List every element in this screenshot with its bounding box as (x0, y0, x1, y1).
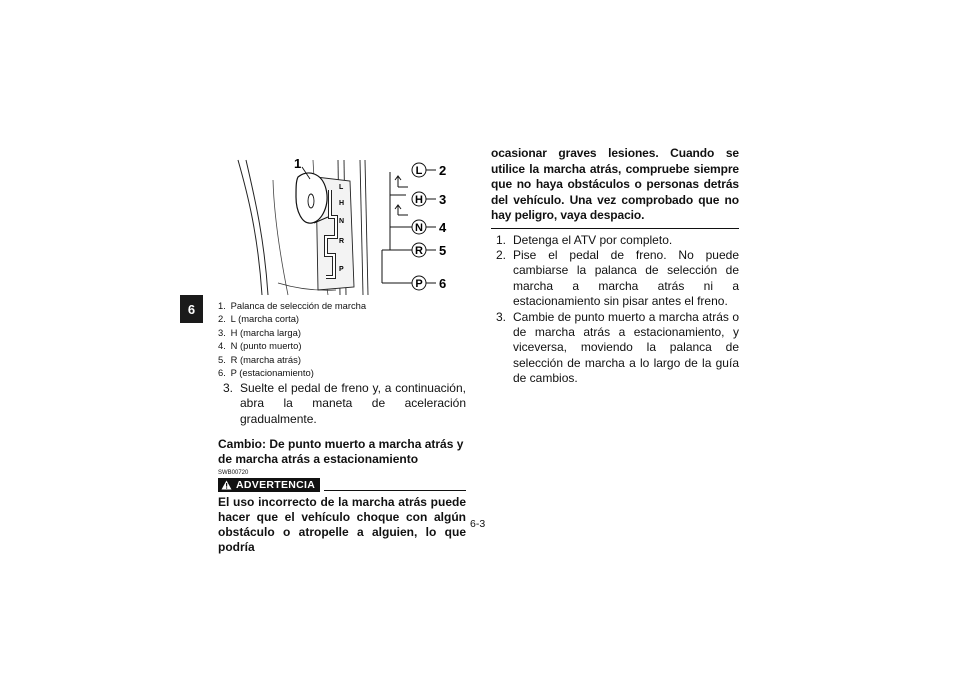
diagram-number-4: 4 (439, 220, 447, 235)
warning-code: SWB00720 (218, 469, 249, 476)
lever-letter-r: R (339, 238, 345, 245)
warning-text-right: ocasionar graves lesiones. Cuando se utilice la marcha atrás, compruebe siempre que no haya obstáculos o personas detrás del vehículo. Una vez comprobado que no hay peligro, vaya despacio. (491, 146, 739, 229)
figure-legend (218, 299, 468, 379)
warning-badge: ADVERTENCIA (218, 478, 320, 492)
section-heading: Cambio: De punto muerto a marcha atrás y de marcha atrás a estacionamiento (218, 437, 464, 467)
diagram-number-6: 6 (439, 276, 447, 291)
legend-item: 1. Palanca de selección de marcha (218, 300, 367, 311)
warning-text-left: El uso incorrecto de la marcha atrás puede hacer que el vehículo choque con algún obstáculo o atropelle a alguien, lo que podría (218, 494, 466, 555)
lever-letter-h: H (339, 200, 345, 207)
diagram-letter-n: N (415, 222, 423, 234)
right-steps (491, 233, 739, 387)
diagram-number-3: 3 (439, 192, 447, 207)
warning-triangle-icon (221, 480, 232, 490)
lever-letter-p: P (339, 266, 344, 273)
step-3: 3. Suelte el pedal de freno y, a continuación, abra la maneta de aceleración gradualmente. (223, 381, 466, 426)
step-1: 1. Detenga el ATV por completo. (496, 232, 673, 247)
diagram-number-2: 2 (439, 163, 447, 178)
section-tab: 6 (180, 295, 203, 323)
warning-header (218, 478, 466, 492)
step-2: 2. Pise el pedal de freno. No puede cambiarse la palanca de selección de marcha a marcha atrás ni a estacionamiento sin pisar antes el freno. (496, 247, 739, 309)
page-number: 6-3 (470, 518, 486, 530)
gear-selector-figure (218, 155, 468, 300)
right-column (491, 146, 739, 387)
diagram-letter-r: R (415, 245, 423, 257)
diagram-letter-l: L (415, 165, 423, 177)
lever-letter-n: N (339, 218, 345, 225)
diagram-letter-p: P (415, 278, 423, 290)
legend-item: 5. R (marcha atrás) (218, 353, 301, 365)
left-column (218, 381, 466, 555)
legend-item: 2. L (marcha corta) (218, 313, 300, 325)
diagram-letter-h: H (415, 194, 423, 206)
legend-item: 3. H (marcha larga) (218, 326, 301, 338)
gate-diagram (382, 172, 412, 283)
figure-callout-1: 1 (294, 156, 302, 171)
warning-rule (324, 490, 466, 491)
lever-letter-l: L (339, 184, 344, 191)
diagram-number-5: 5 (439, 243, 447, 258)
legend-item: 6. P (estacionamiento) (218, 367, 314, 379)
step-3: 3. Cambie de punto muerto a marcha atrás o de marcha atrás a estacionamiento, y viceversa, moviendo la palanca de selección de marcha a lo largo de la guía de cambios. (496, 309, 739, 386)
legend-item: 4. N (punto muerto) (218, 340, 302, 352)
